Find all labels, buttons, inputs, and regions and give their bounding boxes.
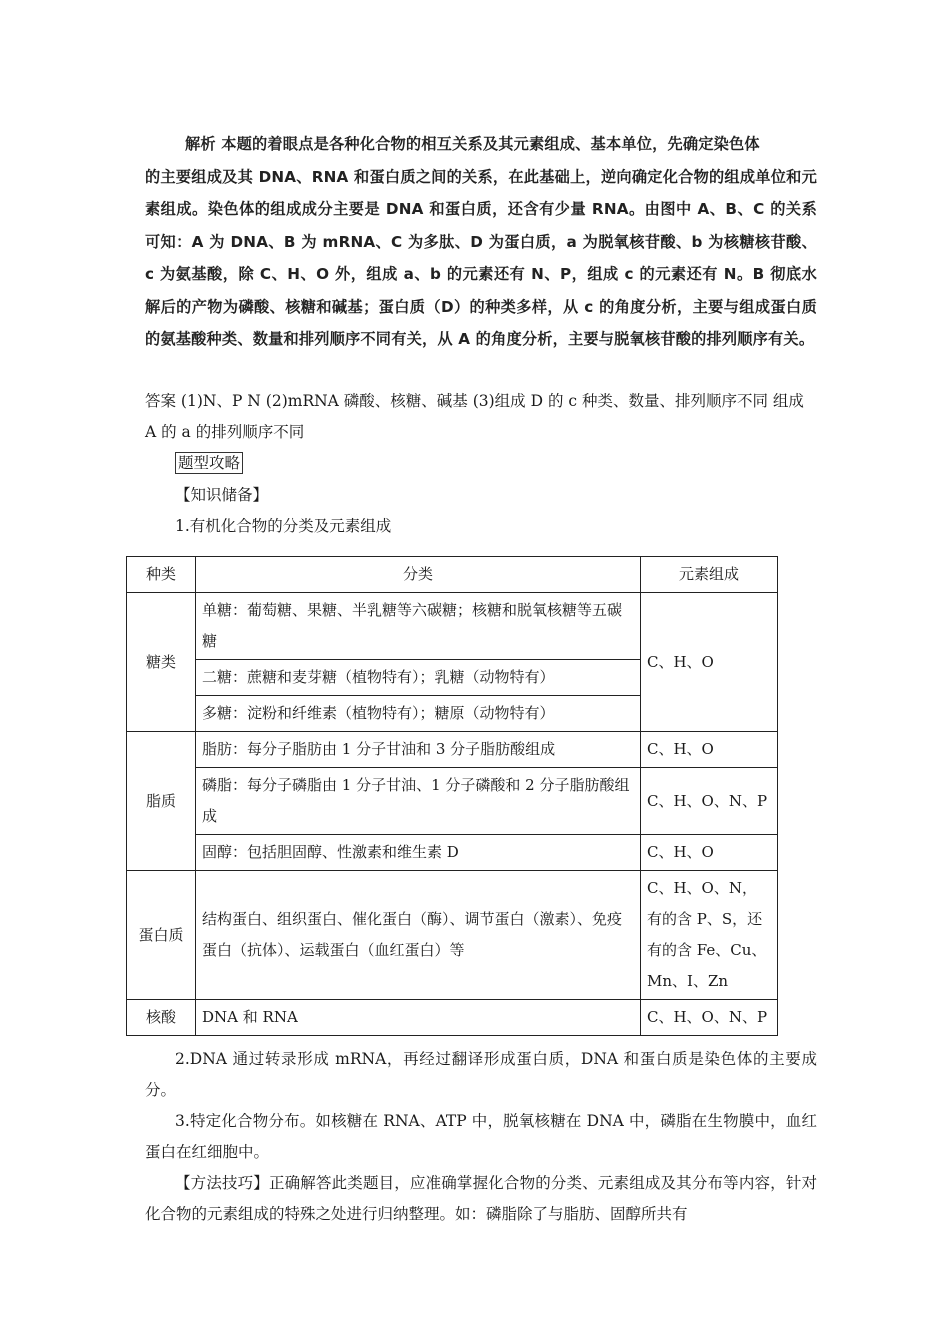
lipid-kind-cell: 脂质 <box>127 732 196 871</box>
list-item-1: 1.有机化合物的分类及元素组成 <box>175 517 392 535</box>
table-row <box>127 871 778 1000</box>
knowledge-heading: 【知识储备】 <box>175 486 269 504</box>
answer-paragraph: 答案 (1)N、P N (2)mRNA 磷酸、核糖、碱基 (3)组成 D 的 c 种类、数量、排列顺序不同 组成 A 的 a 的排列顺序不同 <box>145 392 804 441</box>
table-row <box>127 835 778 871</box>
header-category: 分类 <box>196 557 641 593</box>
protein-desc-cell: 结构蛋白、组织蛋白、催化蛋白（酶）、调节蛋白（激素）、免疫蛋白（抗体）、运载蛋白（血红蛋白）等 <box>196 871 641 1000</box>
protein-elements-cell: C、H、O、N，有的含 P、S，还有的含 Fe、Cu、Mn、I、Zn <box>641 871 778 1000</box>
analysis-paragraph <box>145 128 817 356</box>
table-row <box>127 768 778 835</box>
analysis-body: 的主要组成及其 DNA、RNA 和蛋白质之间的关系，在此基础上，逆向确定化合物的组成单位和元素组成。染色体的组成成分主要是 DNA 和蛋白质，还含有少量 RNA。由图中 A、B、C 的关系可知：A 为 DNA、B 为 mRNA、C 为多肽、D 为蛋白质，a 为脱氧核苷酸、b 为核糖核苷酸、c 为氨基酸，除 C、H、O 外，组成 a、b 的元素还有 N、P，组成 c 的元素还有 N。B 彻底水解后的产物为磷酸、核糖和碱基；蛋白质（D）的种类多样，从 c 的角度分析，主要与组成蛋白质的氨基酸种类、数量和排列顺序不同有关，从 A 的角度分析，主要与脱氧核苷酸的排列顺序有关。 <box>145 167 817 348</box>
lipid-fat-elements: C、H、O <box>641 732 778 768</box>
sugar-poly-cell: 多糖：淀粉和纤维素（植物特有）；糖原（动物特有） <box>196 696 641 732</box>
nucleic-kind-cell: 核酸 <box>127 1000 196 1036</box>
lipid-phospho-elements: C、H、O、N、P <box>641 768 778 835</box>
lipid-sterol-cell: 固醇：包括胆固醇、性激素和维生素 D <box>196 835 641 871</box>
analysis-first-line: 解析 本题的着眼点是各种化合物的相互关系及其元素组成、基本单位，先确定染色体 <box>185 135 760 153</box>
table-row <box>127 1000 778 1036</box>
header-kind: 种类 <box>127 557 196 593</box>
section-title-box: 题型攻略 <box>175 452 243 474</box>
sugar-elements-cell: C、H、O <box>641 593 778 732</box>
list-item-3: 3.特定化合物分布。如核糖在 RNA、ATP 中，脱氧核糖在 DNA 中，磷脂在生物膜中，血红蛋白在红细胞中。 <box>145 1112 817 1161</box>
sugar-kind-cell: 糖类 <box>127 593 196 732</box>
lipid-sterol-elements: C、H、O <box>641 835 778 871</box>
table-row <box>127 593 778 660</box>
sugar-di-cell: 二糖：蔗糖和麦芽糖（植物特有）；乳糖（动物特有） <box>196 660 641 696</box>
nucleic-desc-cell: DNA 和 RNA <box>196 1000 641 1036</box>
list-item-2: 2.DNA 通过转录形成 mRNA，再经过翻译形成蛋白质，DNA 和蛋白质是染色体的主要成分。 <box>145 1050 817 1099</box>
compound-table <box>126 556 778 1036</box>
nucleic-elements-cell: C、H、O、N、P <box>641 1000 778 1036</box>
sugar-mono-cell: 单糖：葡萄糖、果糖、半乳糖等六碳糖；核糖和脱氧核糖等五碳糖 <box>196 593 641 660</box>
method-paragraph: 【方法技巧】正确解答此类题目，应准确掌握化合物的分类、元素组成及其分布等内容，针对化合物的元素组成的特殊之处进行归纳整理。如：磷脂除了与脂肪、固醇所共有 <box>145 1174 817 1223</box>
table-header-row <box>127 557 778 593</box>
protein-kind-cell: 蛋白质 <box>127 871 196 1000</box>
header-elements: 元素组成 <box>641 557 778 593</box>
lipid-fat-cell: 脂肪：每分子脂肪由 1 分子甘油和 3 分子脂肪酸组成 <box>196 732 641 768</box>
lipid-phospho-cell: 磷脂：每分子磷脂由 1 分子甘油、1 分子磷酸和 2 分子脂肪酸组成 <box>196 768 641 835</box>
table-row <box>127 732 778 768</box>
